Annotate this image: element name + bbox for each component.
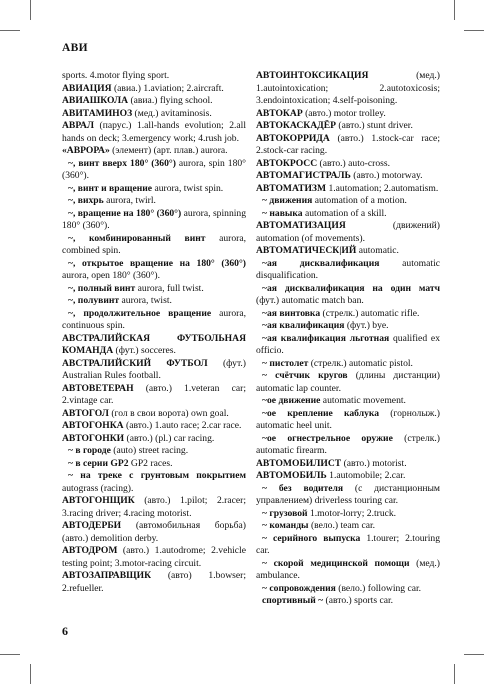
crop-mark-top-right-h [464,30,484,31]
dictionary-subentry [256,283,440,308]
translation: sports car. [351,595,394,606]
dictionary-entry [62,520,246,545]
usage-note: (авто.) [117,545,150,556]
subentry-phrase: ~, комбинированный винт [68,232,206,244]
dictionary-entry [62,433,246,446]
dictionary-entry [62,120,246,145]
crop-mark-bottom-right-v [454,664,455,684]
dictionary-subentry [256,433,440,458]
translation: (auto) street racing. [110,445,189,456]
translation: aurora, full twist. [135,282,204,294]
dictionary-entry [62,333,246,358]
usage-note: (вело.) [308,520,339,531]
subentry-phrase: ~, вихрь [68,195,104,206]
dictionary-subentry [256,333,440,358]
subentry-phrase: ~, полувинт [68,295,120,306]
subentry-phrase: ~, винт вверх 180° (360°) [68,157,176,169]
dictionary-subentry [256,308,440,321]
translation: motorway. [379,170,423,181]
translation: aurora, twirl. [103,195,156,206]
subentry-phrase: ~ скорой медицинской помощи [262,557,410,569]
usage-note: (автомобильная борьба) (авто.) [62,520,246,544]
translation: avitaminosis. [158,107,212,119]
usage-note: (авто) [151,570,192,581]
translation: aurora, spin 180° (360°). [62,157,246,181]
dictionary-subentry [256,258,440,283]
usage-note: (стрелк.) [308,357,347,369]
subentry-phrase: ~ в серии GP2 [68,457,129,469]
translation: flying school. [157,95,213,106]
translation: 1.stock-car race; 2.stock-car racing. [256,132,440,156]
headword: АВТОКАСКАДЁР [256,120,337,131]
translation: automatic movement. [320,395,406,406]
translation: autograss (racing). [62,482,134,494]
subentry-phrase: ~ пистолет [262,357,309,369]
translation: sports. 4.motor flying sport. [62,70,170,81]
dictionary-subentry [256,358,440,371]
dictionary-entry [256,470,440,483]
translation: aurora, open 180° (360°). [62,270,160,281]
subentry-phrase: ~ на треке с грунтовым покрытием [68,470,246,481]
subentry-phrase: ~ая квалификация льготная [262,332,390,344]
subentry-phrase: ~ грузовой [262,507,308,519]
subentry-phrase: ~ команды [262,520,309,531]
dictionary-entry [62,145,246,158]
usage-note: (мед.) [409,557,440,569]
usage-note: (авто.) [341,457,370,469]
dictionary-entry [256,245,440,258]
translation: ambulance. [256,570,300,581]
headword: АВТОГОЛ [62,407,109,419]
dictionary-subentry [256,208,440,221]
translation: automatic match ban. [279,295,364,306]
dictionary-entry [256,108,440,121]
subentry-phrase: ~ая винтовка [262,307,321,319]
crop-mark-bottom-right-h [464,654,484,655]
dictionary-subentry [256,370,440,395]
usage-note: (авиа.) [111,82,141,94]
dictionary-subentry [62,283,246,296]
subentry-phrase: ~ое движение [262,395,321,406]
headword: АВТОГОНКА [62,420,124,431]
dictionary-entry [62,570,246,595]
subentry-phrase: ~ счётчик кругов [262,370,348,381]
translation: 1.motor-lorry; 2.truck. [307,507,397,519]
left-column [62,70,246,595]
dictionary-entry [256,220,440,245]
translation: team car. [338,520,376,531]
subentry-phrase: ~, полный винт [68,282,136,294]
dictionary-subentry [256,595,440,608]
crop-mark-bottom-left-v [30,664,31,684]
usage-note: (авто.) [323,595,352,606]
headword: АВИАШКОЛА [62,95,129,106]
crop-mark-bottom-left-h [0,654,20,655]
dictionary-subentry [62,445,246,458]
translation: 1.aviation; 2.aircraft. [140,82,224,94]
translation: 1.bowser; 2.refueller. [62,570,246,594]
dictionary-entry [62,95,246,108]
translation: 1.all-hands evolution; 2.all hands on deck; 3.emergency work; 4.rush job. [62,120,246,144]
translation: demolition derby. [88,532,159,544]
dictionary-entry [62,420,246,433]
usage-note: (мед.) [368,70,440,81]
translation: qualified ex officio. [256,332,440,356]
translation: automatic pistol. [346,357,413,369]
headword: АВТОМАТИЗАЦИЯ [256,220,346,231]
usage-note: (горнолыж.) [379,407,440,419]
translation: automatic heel unit. [256,420,332,431]
dictionary-subentry [256,508,440,521]
translation: automation of a motion. [312,195,407,206]
dictionary-entry [256,458,440,471]
headword: АВТОМАТИЧЕСК|ИЙ [256,245,357,256]
translation: 1.tourer; 2.touring car. [256,532,440,556]
translation: auto-cross. [345,157,390,169]
translation: car racing. [171,432,215,444]
dictionary-subentry [256,520,440,533]
dictionary-subentry [62,158,246,183]
usage-note: (стрелк.) [320,307,359,319]
usage-note: (авто.) [350,170,380,181]
usage-note: (авиа.) [128,95,158,106]
usage-note: (вело.) [335,582,366,594]
subentry-phrase: ~ без водителя [262,482,344,494]
translation: automatic lap counter. [256,382,341,394]
dictionary-subentry [62,458,246,471]
translation: own goal. [188,407,229,419]
dictionary-entry [256,70,440,108]
usage-note: (фут.) [113,345,139,356]
translation: aurora, twist spin. [152,182,224,194]
translation: automation of a skill. [302,207,387,219]
translation: 1.automation; 2.automatism. [326,182,439,194]
translation: GP2 races. [128,457,173,469]
subentry-phrase: ~ в городе [68,445,111,456]
usage-note: (авто.) [134,495,171,506]
dictionary-subentry [256,395,440,408]
usage-note: (длины дистанции) [347,370,441,381]
subentry-phrase: ~ое огнестрельное оружие [262,432,393,444]
dictionary-entry [62,70,246,83]
dictionary-subentry [62,470,246,495]
headword: АВРАЛ [62,120,95,131]
dictionary-subentry [62,258,246,283]
dictionary-entry [62,495,246,520]
right-column [256,70,440,608]
dictionary-entry [256,170,440,183]
usage-note: (авто.) (pl.) [124,432,172,444]
headword: АВТОЗАПРАВЩИК [62,570,152,581]
running-head: АВИ [62,42,88,54]
subentry-phrase: ~ серийного выпуска [262,532,361,544]
usage-note: (авто.) [336,120,365,131]
usage-note: (парус.) [94,120,132,131]
dictionary-entry [256,158,440,171]
crop-mark-top-left-h [0,30,20,31]
translation: 1.automobile; 2.car. [326,470,406,481]
dictionary-entry [62,358,246,383]
usage-note: (авто.) [329,132,364,144]
translation: stunt driver. [364,120,413,131]
dictionary-entry [62,383,246,408]
crop-mark-top-right-v [454,0,455,20]
translation: aurora. [198,145,228,156]
subentry-phrase: спортивный ~ [262,595,324,606]
translation: following car. [365,582,422,594]
subentry-phrase: ~ое крепление каблука [262,407,380,419]
headword: АВТОИНТОКСИКАЦИЯ [256,70,369,81]
usage-note: (авто.) [317,157,346,169]
dictionary-subentry [256,483,440,508]
headword: АВИТАМИНОЗ [62,107,133,119]
headword: АВТОДЕРБИ [62,520,122,531]
dictionary-subentry [256,195,440,208]
headword: АВСТРАЛИЙСКАЯ ФУТБОЛЬНАЯ КОМАНДА [62,332,246,356]
translation: aurora, spinning 180° (360°). [62,207,246,231]
translation: motorist. [369,457,407,469]
usage-note: (элемент) (арт. плав.) [109,145,199,156]
dictionary-subentry [62,195,246,208]
subentry-phrase: ~ навыка [262,207,303,219]
translation: socceres. [138,345,176,356]
subentry-phrase: ~, продолжительное вращение [68,307,212,319]
headword: АВТОДРОМ [62,545,118,556]
subentry-phrase: ~, вращение на 180° (360°) [68,207,182,219]
dictionary-entry [256,133,440,158]
translation: 1.veteran car; 2.vintage car. [62,382,246,406]
usage-note: (фут.) [256,295,280,306]
headword: АВТОКОРРИДА [256,132,330,144]
translation: automatic firearm. [256,445,327,456]
translation: 1.auto race; 2.car race. [152,420,242,431]
translation: automatic disqualification. [256,257,440,281]
dictionary-subentry [62,183,246,196]
dictionary-subentry [256,320,440,333]
usage-note: (мед.) [132,107,159,119]
dictionary-subentry [256,533,440,558]
dictionary-subentry [62,233,246,258]
subentry-phrase: ~, открытое вращение на 180° (360°) [68,257,246,269]
translation: 1.pilot; 2.racer; 3.racing driver; 4.racing motorist. [62,495,246,519]
usage-note: (авто.) [123,420,153,431]
dictionary-entry [62,408,246,421]
headword: АВСТРАЛИЙСКИЙ ФУТБОЛ [62,357,208,369]
subentry-phrase: ~ая дисквалификация [262,257,380,269]
translation: aurora, twist. [119,295,172,306]
headword: АВТОКРОСС [256,157,318,169]
crop-mark-top-left-v [30,0,31,20]
translation: driverless touring car. [312,495,399,506]
translation: aurora, combined spin. [62,232,246,256]
translation: 1.autodrome; 2.vehicle testing point; 3.motor-racing circuit. [62,545,246,569]
usage-note: (фут.) [344,320,370,331]
dictionary-subentry [256,408,440,433]
headword: АВИАЦИЯ [62,82,112,94]
usage-note: (фут.) [207,357,247,369]
headword: АВТОМАГИСТРАЛЬ [256,170,351,181]
translation: bye. [369,320,389,331]
headword: АВТОМАТИЗМ [256,182,327,194]
subentry-phrase: ~ движения [262,195,313,206]
usage-note: (авто.) [302,107,332,119]
dictionary-entry [62,545,246,570]
dictionary-entry [256,183,440,196]
usage-note: (с дистанционным управлением) [256,482,440,506]
headword: АВТОГОНЩИК [62,495,135,506]
subentry-phrase: ~ая квалификация [262,320,345,331]
translation: automation (of movements). [256,232,365,244]
subentry-phrase: ~ая дисквалификация на один матч [262,282,440,294]
dictionary-subentry [256,558,440,583]
subentry-phrase: ~, винт и вращение [68,182,153,194]
headword: АВТОГОНКИ [62,432,125,444]
dictionary-entry [62,108,246,121]
translation: automatic rifle. [358,307,420,319]
usage-note: (гол в свои ворота) [108,407,189,419]
usage-note: (движений) [345,220,440,231]
dictionary-subentry [62,208,246,233]
headword: АВТОВЕТЕРАН [62,382,134,394]
headword: АВТОМОБИЛИСТ [256,457,342,469]
subentry-phrase: ~ сопровождения [262,582,336,594]
translation: Australian Rules football. [62,370,161,381]
dictionary-subentry [62,308,246,333]
headword: АВТОМОБИЛЬ [256,470,327,481]
usage-note: (стрелк.) [392,432,440,444]
headword: АВТОКАР [256,107,303,119]
translation: aurora, continuous spin. [62,307,247,331]
usage-note: (авто.) [133,382,172,394]
translation: motor trolley. [331,107,386,119]
dictionary-entry [62,83,246,96]
dictionary-entry [256,120,440,133]
dictionary-subentry [62,295,246,308]
translation: 1.autointoxication; 2.autotoxicosis; 3.endointoxication; 4.self-poisoning. [256,82,440,106]
page-number: 6 [62,624,68,638]
headword: «АВРОРА» [62,145,110,156]
dictionary-subentry [256,583,440,596]
translation: automatic. [356,245,399,256]
